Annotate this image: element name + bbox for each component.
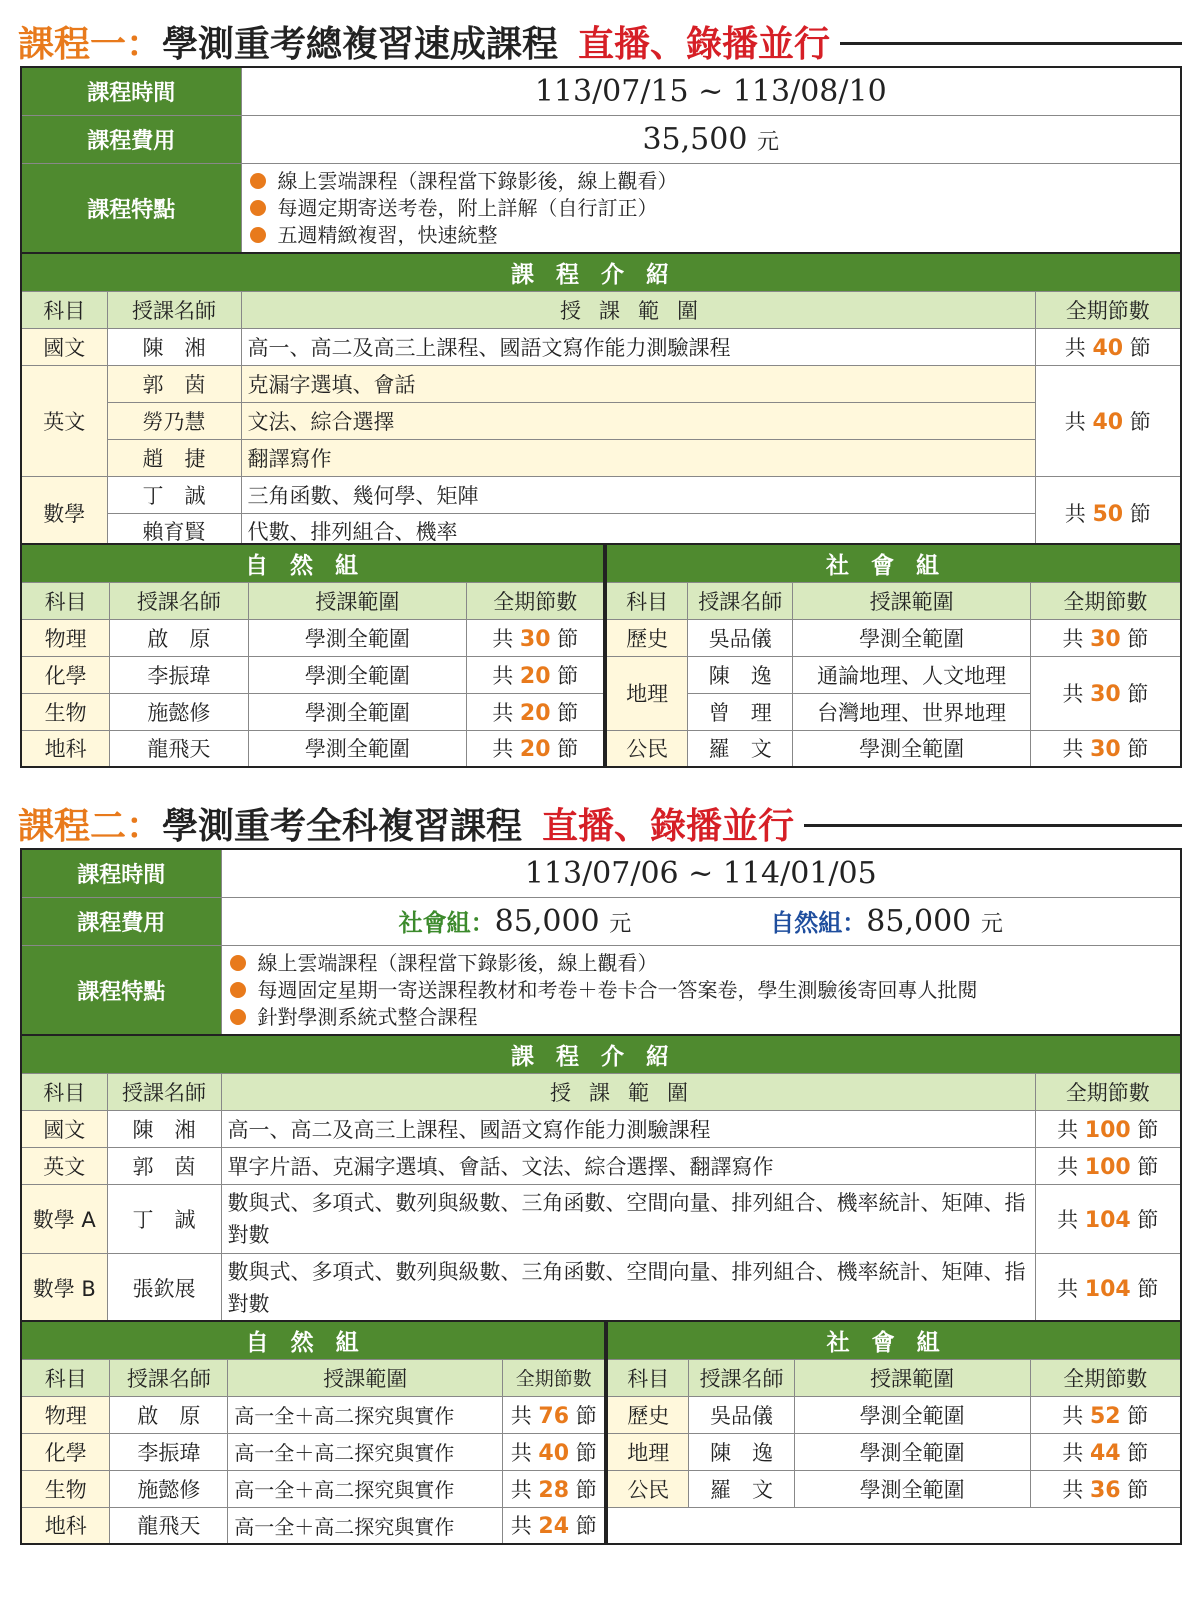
time-value: 113/07/15 ~ 113/08/10 [241, 67, 1181, 115]
feature-item: 每週固定星期一寄送課程教材和考卷＋卷卡合一答案卷，學生測驗後寄回專人批閱 [230, 977, 1173, 1004]
fee-social-label: 社會組： [398, 909, 495, 937]
time-value: 113/07/06 ~ 114/01/05 [221, 849, 1181, 897]
science-group-bar: 自然組 [21, 544, 605, 582]
intro-title-bar: 課程介紹 [21, 253, 1181, 291]
features-label: 課程特點 [21, 945, 221, 1036]
table-row: 化學 李振瑋 高一全＋高二探究與實作 共 40 節 地理 陳 逸 學測全範圍 共 44 節 [21, 1433, 1181, 1470]
table-row: 國文 陳 湘 高一、高二及高三上課程、國語文寫作能力測驗課程 共 100 節 [21, 1110, 1181, 1147]
table-row: 國文 陳 湘 高一、高二及高三上課程、國語文寫作能力測驗課程 共 40 節 [21, 328, 1181, 365]
table-row: 物理 啟 原 高一全＋高二探究與實作 共 76 節 歷史 吳品儀 學測全範圍 共 52 節 [21, 1396, 1181, 1433]
feature-item: 每週定期寄送考卷，附上詳解（自行訂正） [250, 195, 1173, 222]
header-teacher: 授課名師 [107, 291, 241, 328]
header-subject: 科目 [21, 1073, 107, 1110]
header-scope: 授課範圍 [241, 291, 1035, 328]
time-label: 課程時間 [21, 849, 221, 897]
course1-number: 課程一： [18, 23, 163, 65]
heading-rule [840, 42, 1182, 45]
header-scope: 授課範圍 [221, 1073, 1035, 1110]
table-row: 勞乃慧 文法、綜合選擇 [21, 402, 1181, 439]
table-row: 地科 龍飛天 高一全＋高二探究與實作 共 24 節 [21, 1507, 1181, 1544]
features-list [221, 945, 1181, 1036]
empty-cell [606, 1507, 1181, 1544]
course2-number: 課程二： [18, 805, 163, 847]
table-row: 數學 B 張欽展 數與式、多項式、數列與級數、三角函數、空間向量、排列組合、機率統計、矩陣、指對數 共 104 節 [21, 1253, 1181, 1323]
table-row: 數學 A 丁 誠 數與式、多項式、數列與級數、三角函數、空間向量、排列組合、機率統計、矩陣、指對數 共 104 節 [21, 1184, 1181, 1253]
table-row: 化學 李振瑋 學測全範圍 共 20 節 地理 陳 逸 通論地理、人文地理 共 30 節 [21, 656, 1181, 693]
intro-title-bar: 課程介紹 [21, 1035, 1181, 1073]
course1-info-table [20, 66, 1182, 255]
feature-item: 線上雲端課程（課程當下錄影後，線上觀看） [230, 950, 1173, 977]
header-subject: 科目 [21, 291, 107, 328]
fee-value: 社會組：85,000 元 自然組：85,000 元 [221, 897, 1181, 945]
course1-mode: 直播、錄播並行 [578, 23, 831, 65]
course2-group-table: 自然組 社會組 科目 授課名師 授課範圍 全期節數 科目 授課名師 授課範圍 全期節數 物理 啟 原 高一全＋高二探究與實作 共 76 節 歷史 吳品儀 學測全範圍 共 52 節 化學 李振瑋 高一全＋高二探究與實作 共 40 節 地理 陳 逸 學測全範圍 共 44 節 生物 施懿修 高一全＋高二探究與實作 共 28 節 公民 羅 文 學測全範圍 共 36 節 地科 龍飛天 高一全＋高二探究與實作 共 24 節 [20, 1320, 1182, 1545]
features-label: 課程特點 [21, 163, 241, 254]
bullet-dot-icon [250, 173, 266, 189]
fee-science-label: 自然組： [770, 909, 867, 937]
table-row: 物理 啟 原 學測全範圍 共 30 節 歷史 吳品儀 學測全範圍 共 30 節 [21, 619, 1181, 656]
social-group-bar: 社會組 [605, 544, 1181, 582]
fee-label: 課程費用 [21, 115, 241, 163]
course2-heading [18, 796, 1182, 850]
time-label: 課程時間 [21, 67, 241, 115]
table-row: 英文 郭 茵 單字片語、克漏字選填、會話、文法、綜合選擇、翻譯寫作 共 100 節 [21, 1147, 1181, 1184]
science-group-bar: 自然組 [21, 1321, 606, 1359]
feature-item: 針對學測系統式整合課程 [230, 1004, 1173, 1031]
bullet-dot-icon [250, 227, 266, 243]
table-row: 生物 施懿修 高一全＋高二探究與實作 共 28 節 公民 羅 文 學測全範圍 共 36 節 [21, 1470, 1181, 1507]
course1-heading [18, 14, 1182, 68]
course2-mode: 直播、錄播並行 [542, 805, 795, 847]
fee-value: 35,500 元 [241, 115, 1181, 163]
table-row: 英文 郭 茵 克漏字選填、會話 共 40 節 [21, 365, 1181, 402]
bullet-dot-icon [230, 955, 246, 971]
course2-info-table [20, 848, 1182, 1037]
course2-intro-table [20, 1034, 1182, 1324]
bullet-dot-icon [230, 982, 246, 998]
bullet-dot-icon [230, 1009, 246, 1025]
fee-label: 課程費用 [21, 897, 221, 945]
feature-item: 線上雲端課程（課程當下錄影後，線上觀看） [250, 168, 1173, 195]
header-sessions: 全期節數 [1035, 291, 1181, 328]
header-teacher: 授課名師 [107, 1073, 221, 1110]
table-row: 地科 龍飛天 學測全範圍 共 20 節 公民 羅 文 學測全範圍 共 30 節 [21, 730, 1181, 767]
features-list [241, 163, 1181, 254]
table-row: 數學 丁 誠 三角函數、幾何學、矩陣 共 50 節 [21, 476, 1181, 513]
feature-item: 五週精緻複習，快速統整 [250, 222, 1173, 249]
course2-title: 學測重考全科複習課程 [162, 805, 523, 847]
table-row: 生物 施懿修 學測全範圍 共 20 節 曾 理 台灣地理、世界地理 [21, 693, 1181, 730]
header-sessions: 全期節數 [1035, 1073, 1181, 1110]
social-group-bar: 社會組 [606, 1321, 1181, 1359]
course1-title: 學測重考總複習速成課程 [162, 23, 559, 65]
bullet-dot-icon [250, 200, 266, 216]
course1-intro-table [20, 252, 1182, 551]
course1-group-table: 自然組 社會組 科目 授課名師 授課範圍 全期節數 科目 授課名師 授課範圍 全期節數 物理 啟 原 學測全範圍 共 30 節 歷史 吳品儀 學測全範圍 共 30 節 化學 李振瑋 學測全範圍 共 20 節 地理 陳 逸 通論地理、人文地理 共 30 節 生物 施懿修 學測全範圍 共 20 節 曾 理 台灣地理、世界地理 地科 龍飛天 學測全範圍 共 20 節 公民 羅 文 學測全範圍 共 30 節 [20, 543, 1182, 768]
table-row: 趙 捷 翻譯寫作 [21, 439, 1181, 476]
table-row: 賴育賢 代數、排列組合、機率 [21, 513, 1181, 550]
heading-rule [804, 824, 1182, 827]
